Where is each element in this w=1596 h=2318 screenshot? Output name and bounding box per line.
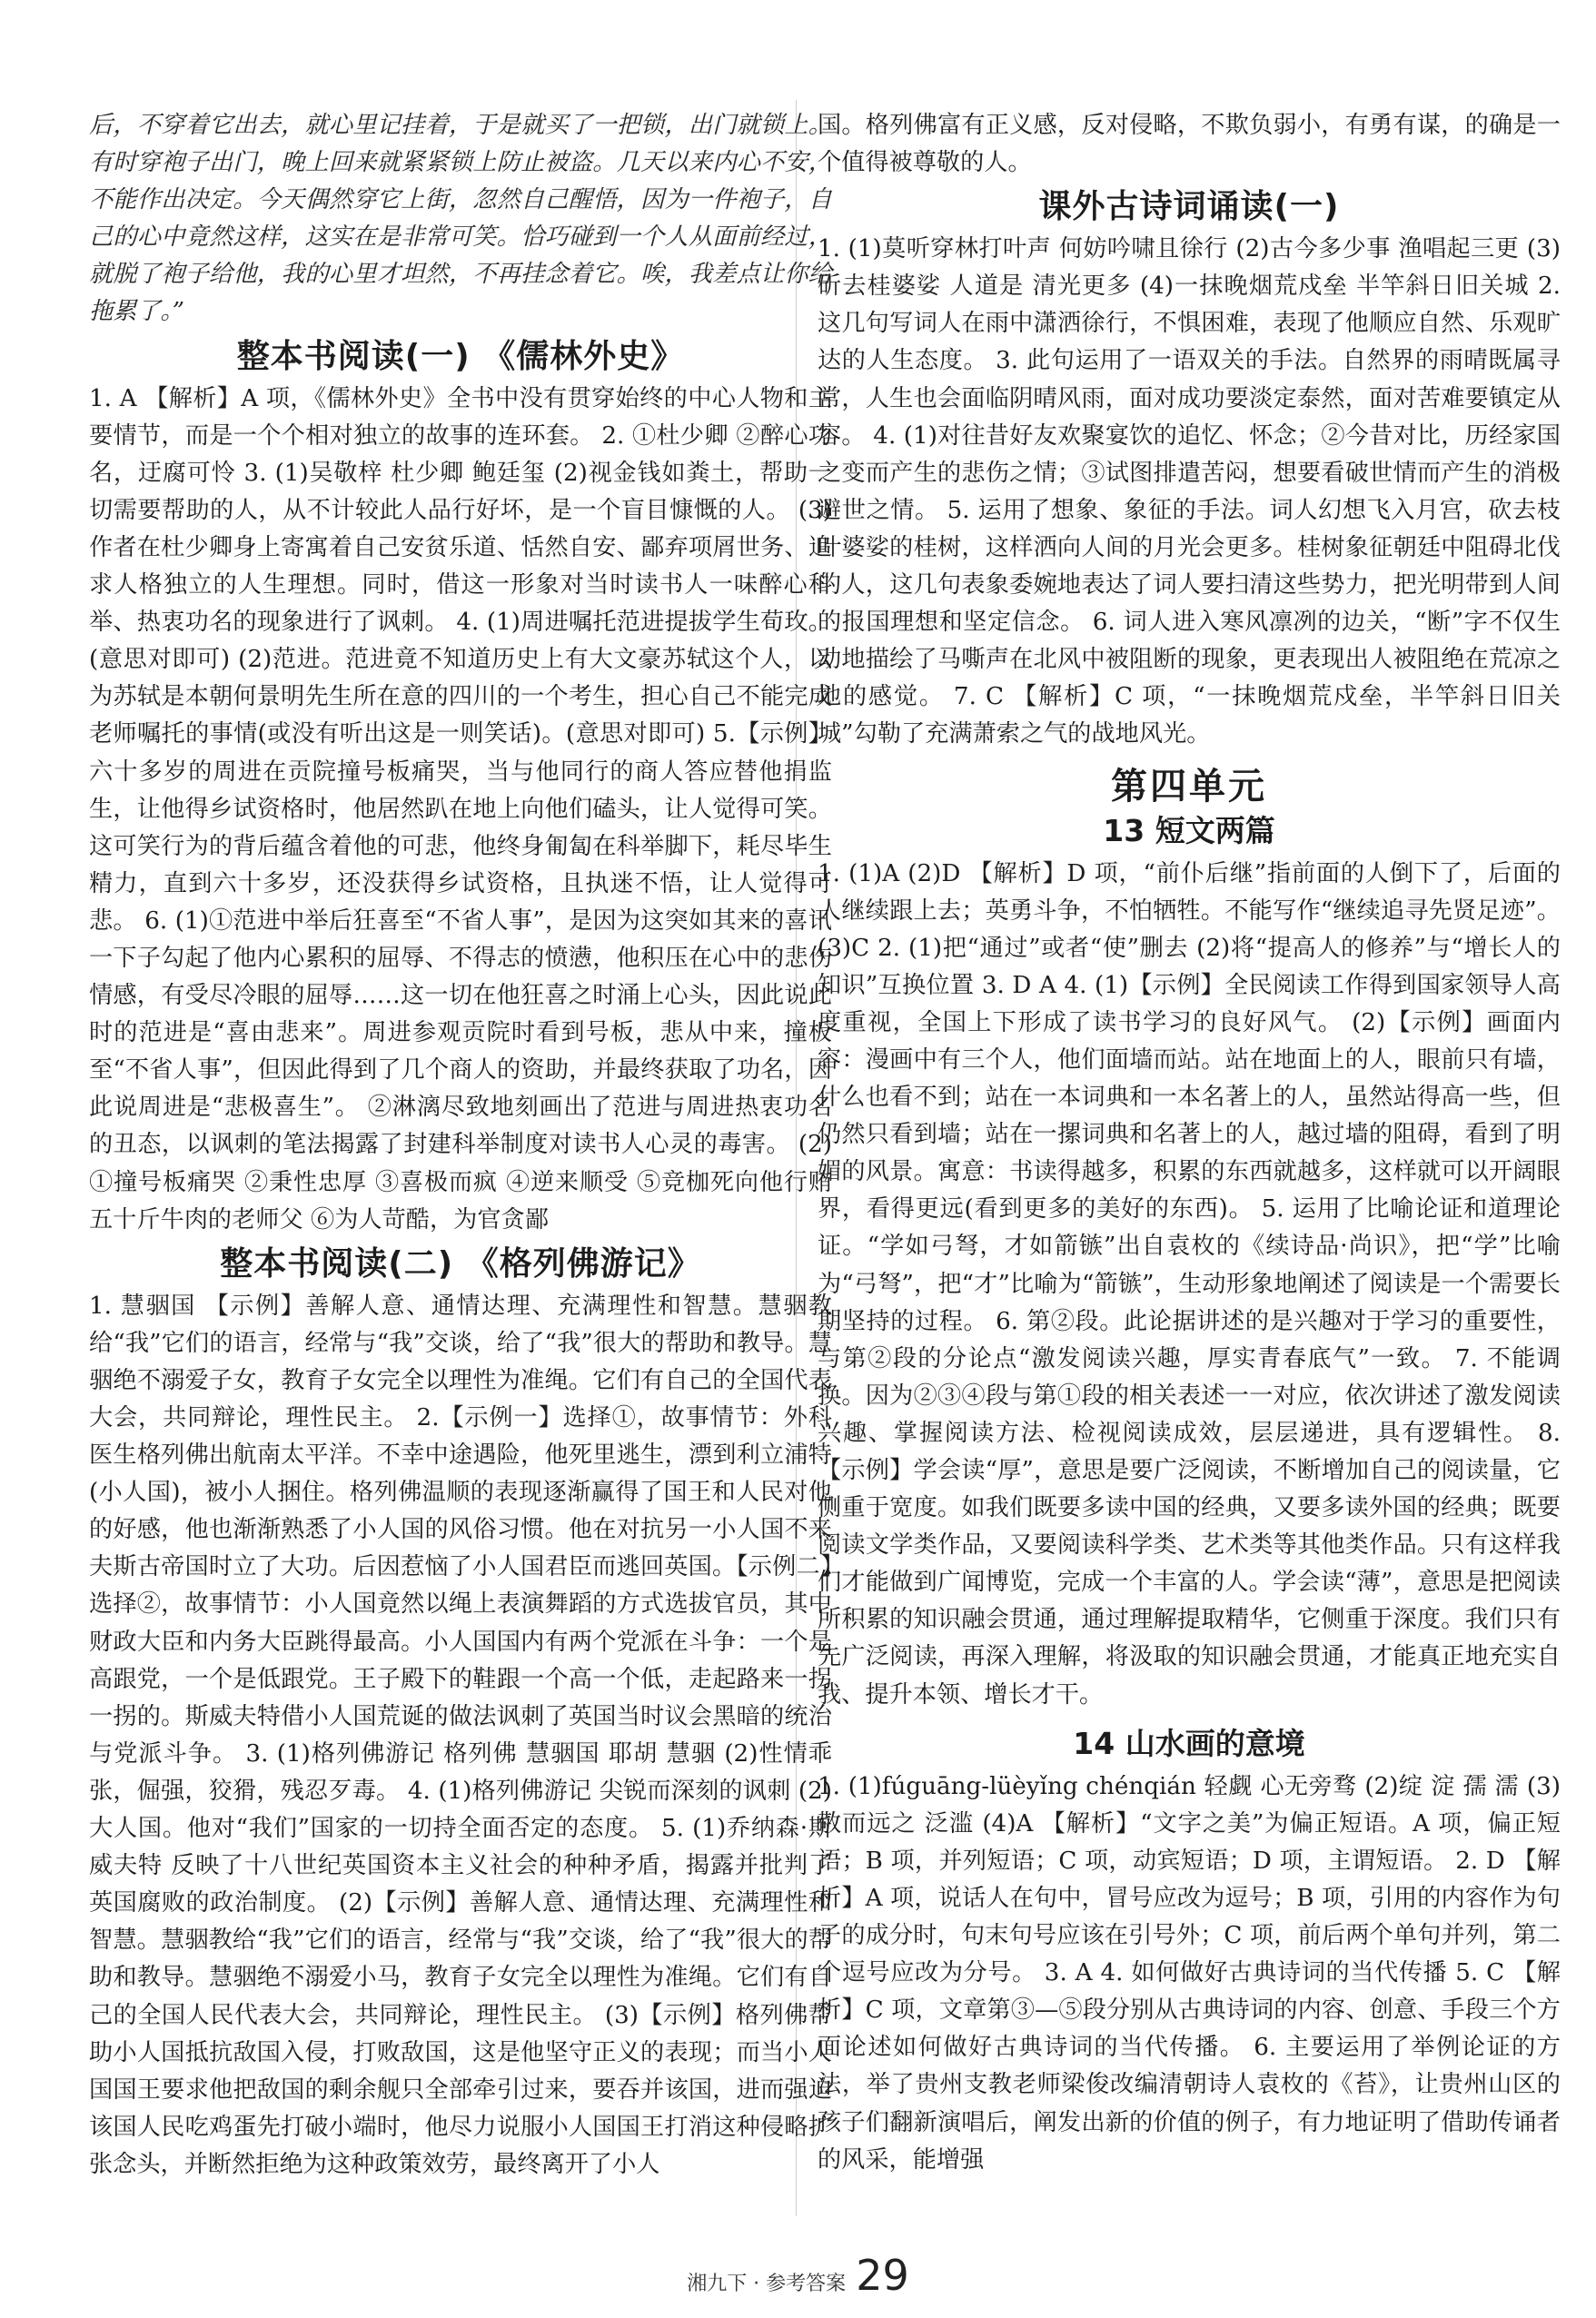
lesson-13-text: 1. (1)A (2)D 【解析】D 项，“前仆后继”指前面的人倒下了，后面的人继续跟上去；英勇斗争，不怕牺牲。不能写作“继续追寻先贤足迹”。 (3)C 2. (1)把“通过”或者“使”删去 (2)将“提高人的修养”与“增长人的知识”互换位置 3. D A 4. (1)【示例】全民阅读工作得到国家领导人高度重视，全国上下形成了读书学习的良好风气。 (2)【示例】画面内容：漫画中有三个人，他们面墙而站。站在地面上的人，眼前只有墙，什么也看不到；站在一本词典和一本名著上的人，虽然站得高一些，但仍然只看到墙；站在一摞词典和名著上的人，越过墙的阻碍，看到了明媚的风景。寓意：书读得越多，积累的东西就越多，这样就可以开阔眼界，看得更远(看到更多的美好的东西)。 5. 运用了比喻论证和道理论证。“学如弓弩，才如箭镞”出自袁枚的《续诗品·尚识》，把“学”比喻为“弓弩”，把“才”比喻为“箭镞”，生动形象地阐述了阅读是一个需要长期坚持的过程。 6. 第②段。此论据讲述的是兴趣对于学习的重要性，与第②段的分论点“激发阅读兴趣，厚实青春底气”一致。 7. 不能调换。因为②③④段与第①段的相关表述一一对应，依次讲述了激发阅读兴趣、掌握阅读方法、检视阅读成效，层层递进，具有逻辑性。 8.【示例】学会读“厚”，意思是要广泛阅读，不断增加自己的阅读量，它侧重于宽度。如我们既要多读中国的经典，又要多读外国的经典；既要阅读文学类作品，又要阅读科学类、艺术类等其他类作品。只有这样我们才能做到广闻博览，完成一个丰富的人。学会读“薄”，意思是把阅读所积累的知识融会贯通，通过理解提取精华，它侧重于深度。我们只有先广泛阅读，再深入理解，将汲取的知识融会贯通，才能真正地充实自我、提升本领、增长才干。: [818, 859, 1561, 1709]
right-column: [818, 107, 1561, 2179]
left-column: [89, 107, 832, 2184]
section-text-gulliver: 1. 慧骃国 【示例】善解人意、通情达理、充满理性和智慧。慧骃教给“我”它们的语言，经常与“我”交谈，给了“我”很大的帮助和教导。慧骃绝不溺爱子女，教育子女完全以理性为准绳。它们有自己的全国代表大会，共同辩论，理性民主。 2.【示例一】选择①，故事情节：外科医生格列佛出航南太平洋。不幸中途遇险，他死里逃生，漂到利立浦特(小人国)，被小人捆住。格列佛温顺的表现逐渐赢得了国王和人民对他的好感，他也渐渐熟悉了小人国的风俗习惯。他在对抗另一小人国不来夫斯古帝国时立了大功。后因惹恼了小人国君臣而逃回英国。【示例二】选择②，故事情节：小人国竟然以绳上表演舞蹈的方式选拔官员，其中财政大臣和内务大臣跳得最高。小人国国内有两个党派在斗争：一个是高跟党，一个是低跟党。王子殿下的鞋跟一个高一个低，走起路来一拐一拐的。斯威夫特借小人国荒诞的做法讽刺了英国当时议会黑暗的统治与党派斗争。 3. (1)格列佛游记 格列佛 慧骃国 耶胡 慧骃 (2)性情乖张，倔强，狡猾，残忍歹毒。 4. (1)格列佛游记 尖锐而深刻的讽刺 (2)大人国。他对“我们”国家的一切持全面否定的态度。 5. (1)乔纳森·斯威夫特 反映了十八世纪英国资本主义社会的种种矛盾，揭露并批判了英国腐败的政治制度。 (2)【示例】善解人意、通情达理、充满理性和智慧。慧骃教给“我”它们的语言，经常与“我”交谈，给了“我”很大的帮助和教导。慧骃绝不溺爱小马，教育子女完全以理性为准绳。它们有自己的全国人民代表大会，共同辩论，理性民主。 (3)【示例】格列佛帮助小人国抵抗敌国入侵，打败敌国，这是他坚守正义的表现；而当小人国国王要求他把敌国的剩余舰只全部牵引过来，要吞并该国，进而强迫该国人民吃鸡蛋先打破小端时，他尽力说服小人国国王打消这种侵略扩张念头，并断然拒绝为这种政策效劳，最终离开了小人: [89, 1292, 832, 2178]
lesson-14-title: 14 山水画的意境: [1073, 1725, 1305, 1761]
page-number: 29: [856, 2251, 909, 2300]
section-title-rulin-waishi: 整本书阅读(一) 《儒林外史》: [236, 337, 685, 375]
unit-title: 第四单元: [1111, 765, 1267, 807]
section-title-classical-poetry: 课外古诗词诵读(一): [1038, 188, 1340, 226]
lesson-14-text: 1. (1)fúguāng-lüèyǐng chénqián 轻觑 心无旁骛 (2)绽 淀 孺 濡 (3)敬而远之 泛滥 (4)A 【解析】“文字之美”为偏正短语。A 项，偏正短语；B 项，并列短语；C 项，动宾短语；D 项，主谓短语。 2. D 【解析】A 项，说话人在句中，冒号应改为逗号；B 项，引用的内容作为句子的成分时，句末句号应该在引号外；C 项，前后两个单句并列，第二个逗号应改为分号。 3. A 4. 如何做好古典诗词的当代传播 5. C 【解析】C 项，文章第③—⑤段分别从古典诗词的内容、创意、手段三个方面论述如何做好古典诗词的当代传播。 6. 主要运用了举例论证的方法，举了贵州支教老师梁俊改编清朝诗人袁枚的《苔》，让贵州山区的孩子们翻新演唱后，阐发出新的价值的例子，有力地证明了借助传诵者的风采，能增强: [818, 1772, 1561, 2174]
intro-paragraph-left: 后，不穿着它出去，就心里记挂着，于是就买了一把锁，出门就锁上。有时穿袍子出门，晚上回来就紧紧锁上防止被盗。几天以来内心不安，不能作出决定。今天偶然穿它上街，忽然自己醒悟，因为一件袍子，自己的心中竟然这样，这实在是非常可笑。恰巧碰到一个人从面前经过，就脱了袍子给他，我的心里才坦然，不再挂念着它。唉，我差点让你给拖累了。”: [89, 112, 832, 326]
section-text-classical-poetry: 1. (1)莫听穿林打叶声 何妨吟啸且徐行 (2)古今多少事 渔唱起三更 (3)斫去桂婆娑 人道是 清光更多 (4)一抹晚烟荒戍垒 半竿斜日旧关城 2. 这几句写词人在雨中潇洒徐行，不惧困难，表现了他顺应自然、乐观旷达的人生态度。 3. 此句运用了一语双关的手法。自然界的雨晴既属寻常，人生也会面临阴晴风雨，面对成功要淡定泰然，面对苦难要镇定从容。 4. (1)对往昔好友欢聚宴饮的追忆、怀念；②今昔对比，历经家国之变而产生的悲伤之情；③试图排遣苦闷，想要看破世情而产生的消极避世之情。 5. 运用了想象、象征的手法。词人幻想飞入月宫，砍去枝叶婆娑的桂树，这样洒向人间的月光会更多。桂树象征朝廷中阻碍北伐的人，这几句表象委婉地表达了词人要扫清这些势力，把光明带到人间的报国理想和坚定信念。 6. 词人进入寒风凛冽的边关，“断”字不仅生动地描绘了马嘶声在北风中被阻断的现象，更表现出人被阻绝在荒凉之地的感觉。 7. C 【解析】C 项，“一抹晚烟荒戍垒，半竿斜日旧关城”勾勒了充满萧索之气的战地风光。: [818, 235, 1561, 748]
intro-paragraph-right: 国。格列佛富有正义感，反对侵略，不欺负弱小，有勇有谋，的确是一个值得被尊敬的人。: [818, 112, 1561, 177]
footer-label: 湘九下 · 参考答案: [687, 2273, 847, 2295]
section-title-gulliver: 整本书阅读(二) 《格列佛游记》: [220, 1244, 701, 1283]
section-text-rulin-waishi: 1. A 【解析】A 项，《儒林外史》全书中没有贯穿始终的中心人物和主要情节，而是一个个相对独立的故事的连环套。 2. ①杜少卿 ②醉心功名，迂腐可怜 3. (1)吴敬梓 杜少卿 鲍廷玺 (2)视金钱如粪土，帮助一切需要帮助的人，从不计较此人品行好坏，是一个盲目慷慨的人。 (3)作者在杜少卿身上寄寓着自己安贫乐道、恬然自安、鄙弃项屑世务、追求人格独立的人生理想。同时，借这一形象对当时读书人一味醉心科举、热衷功名的现象进行了讽刺。 4. (1)周进嘱托范进提拔学生荀玫。(意思对即可) (2)范进。范进竟不知道历史上有大文豪苏轼这个人，以为苏轼是本朝何景明先生所在意的四川的一个考生，担心自己不能完成老师嘱托的事情(或没有听出这是一则笑话)。(意思对即可) 5.【示例】六十多岁的周进在贡院撞号板痛哭，当与他同行的商人答应替他捐监生，让他得乡试资格时，他居然趴在地上向他们磕头，让人觉得可笑。这可笑行为的背后蕴含着他的可悲，他终身匍匐在科举脚下，耗尽毕生精力，直到六十多岁，还没获得乡试资格，且执迷不悟，让人觉得可悲。 6. (1)①范进中举后狂喜至“不省人事”，是因为这突如其来的喜讯一下子勾起了他内心累积的屈辱、不得志的愤懑，他积压在心中的悲伤情感，有受尽冷眼的屈辱……这一切在他狂喜之时涌上心头，因此说此时的范进是“喜由悲来”。周进参观贡院时看到号板，悲从中来，撞板至“不省人事”，但因此得到了几个商人的资助，并最终获取了功名，因此说周进是“悲极喜生”。 ②淋漓尽致地刻画出了范进与周进热衷功名的丑态，以讽刺的笔法揭露了封建科举制度对读书人心灵的毒害。 (2)①撞号板痛哭 ②秉性忠厚 ③喜极而疯 ④逆来顺受 ⑤竞枷死向他行贿五十斤牛肉的老师父 ⑥为人苛酷，为官贪鄙: [89, 384, 832, 1233]
page-footer: [0, 2251, 1596, 2300]
lesson-13-title: 13 短文两篇: [1103, 812, 1275, 848]
